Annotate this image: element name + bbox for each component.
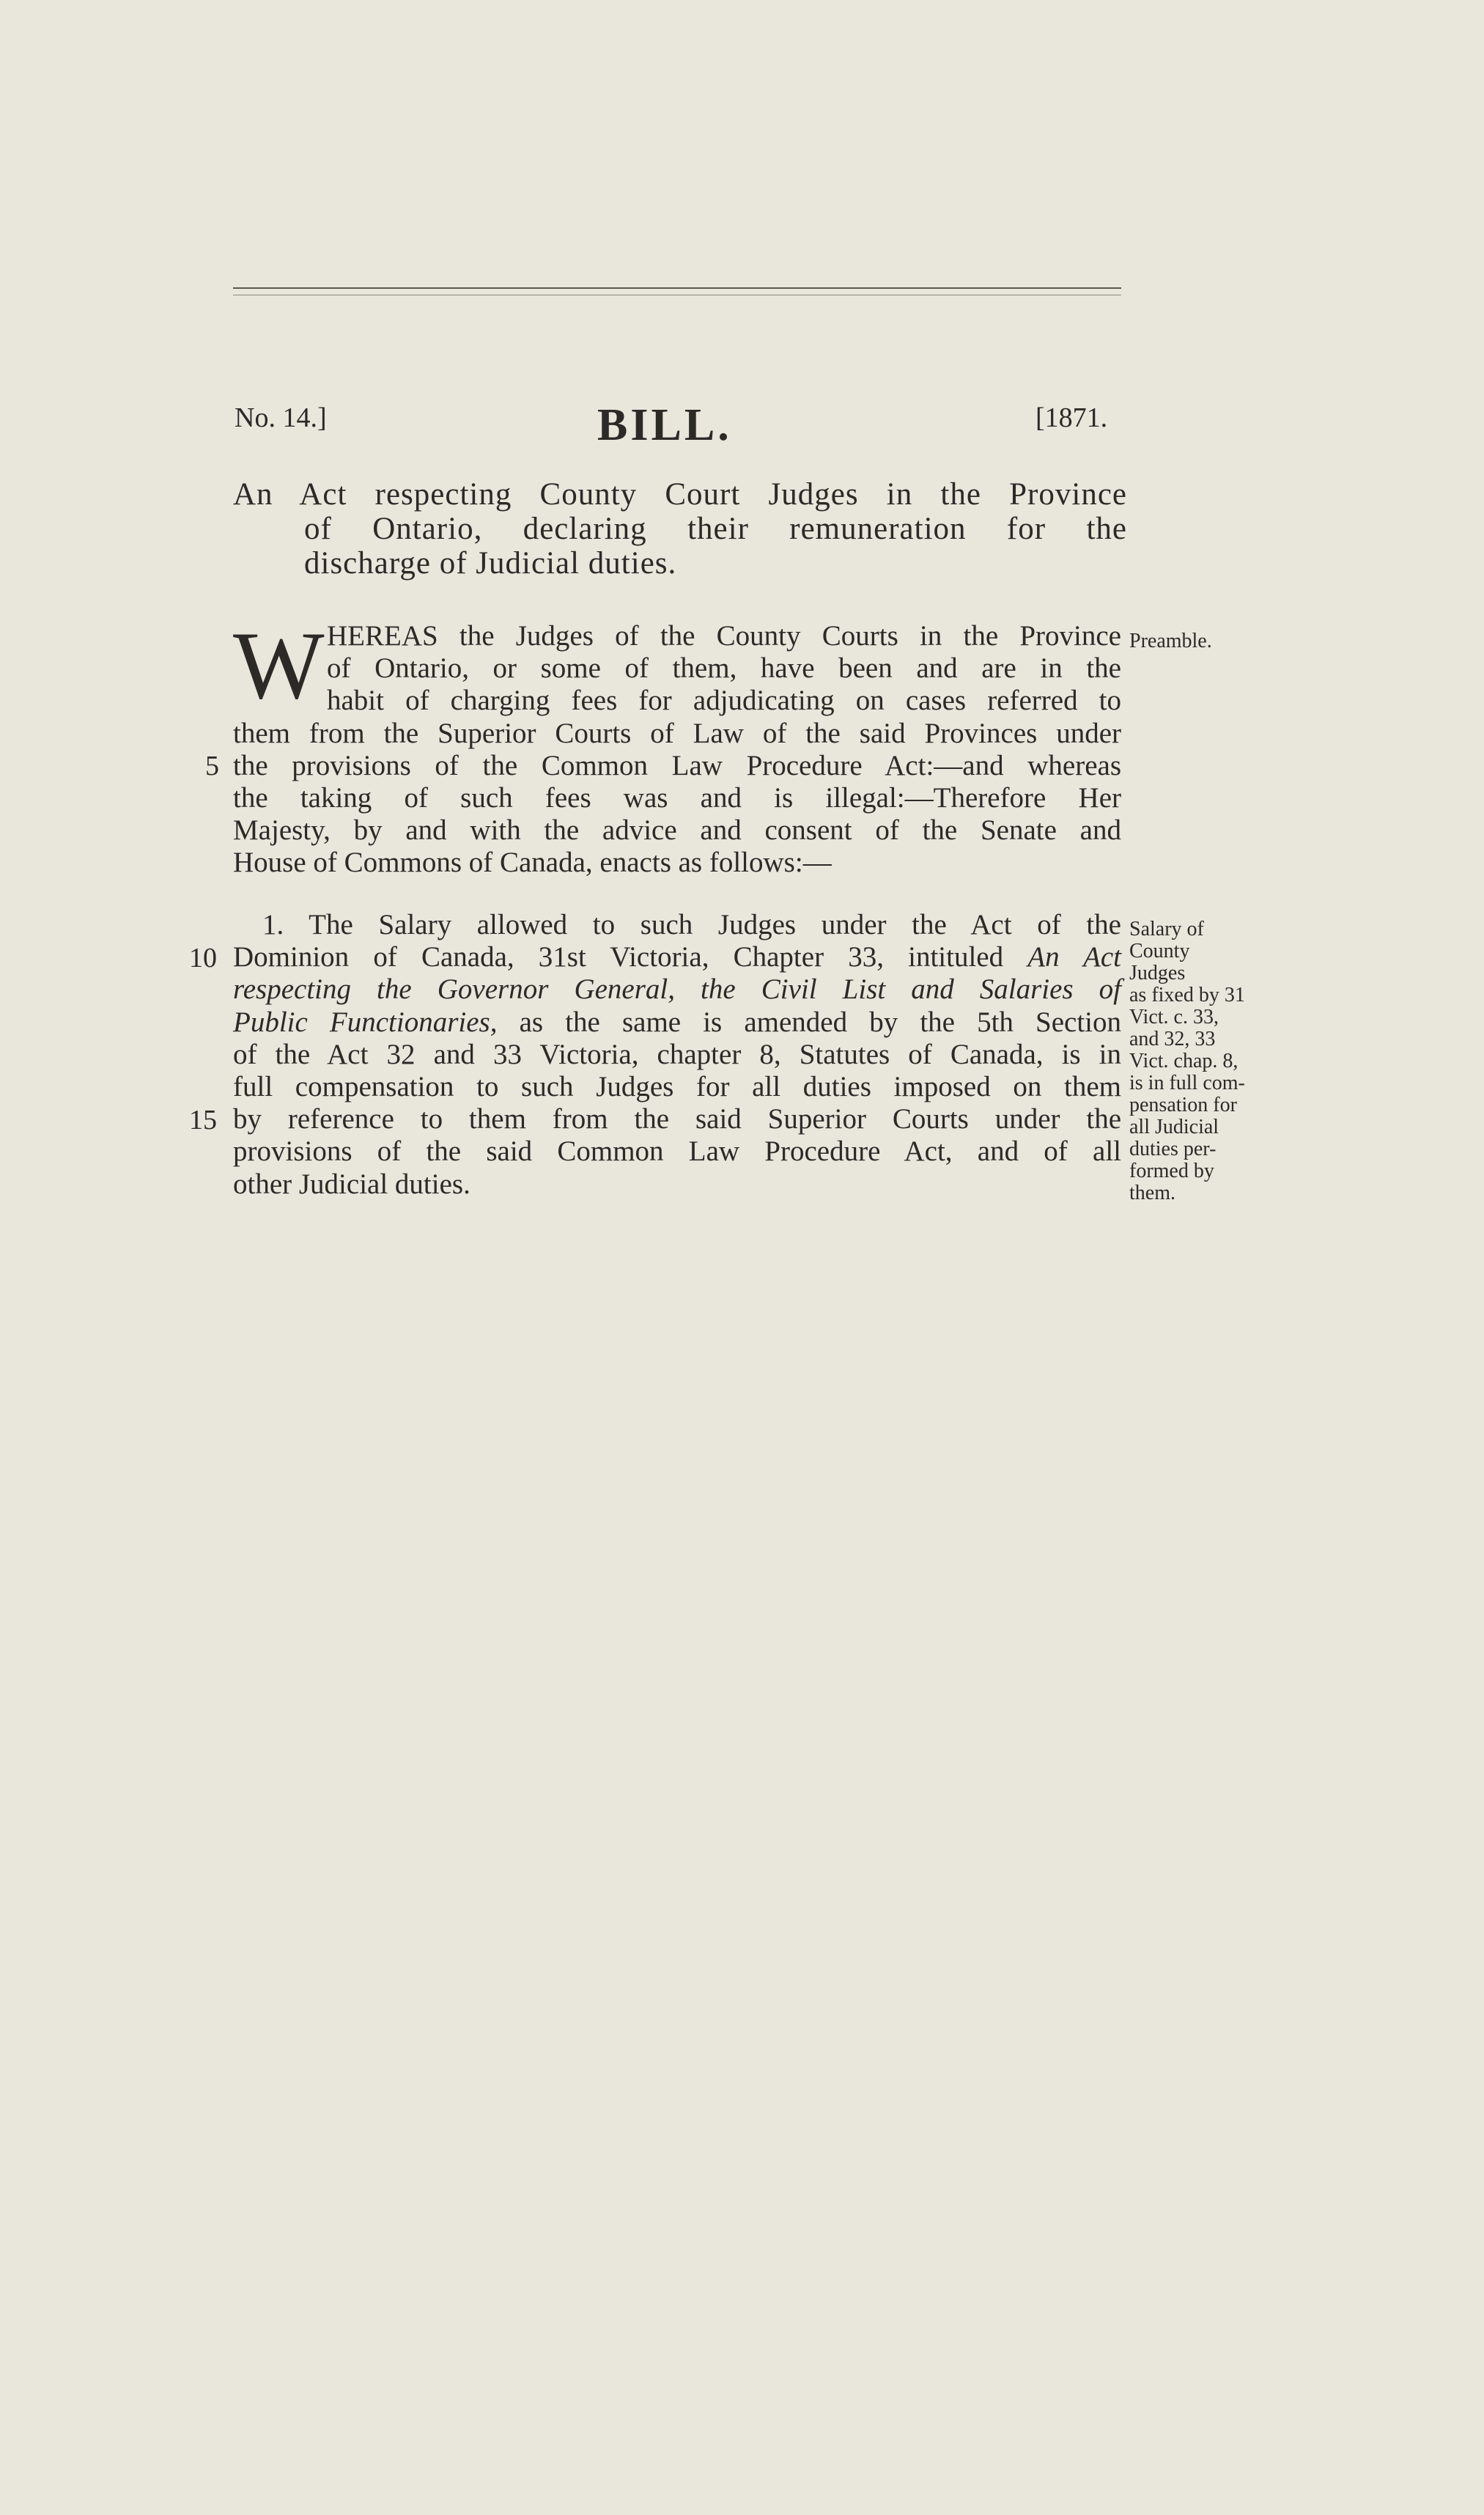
bill-heading: BILL. bbox=[597, 400, 732, 450]
section-1-text bbox=[233, 909, 1121, 1201]
margin-note-line: them. bbox=[1129, 1182, 1175, 1204]
title-line: discharge of Judicial duties. bbox=[304, 546, 677, 581]
preamble-line: them from the Superior Courts of Law of the said Provinces under bbox=[233, 717, 1121, 749]
section-line bbox=[233, 973, 1121, 1006]
section-line: 1. The Salary allowed to such Judges under the Act of the bbox=[262, 909, 1121, 940]
line-number: 10 bbox=[189, 943, 217, 973]
margin-note-line: formed by bbox=[1129, 1160, 1214, 1182]
margin-note-line: is in full com- bbox=[1129, 1072, 1245, 1094]
margin-note-line: all Judicial bbox=[1129, 1116, 1219, 1138]
preamble-text bbox=[233, 611, 1121, 880]
section-line: full compensation to such Judges for all duties imposed on them bbox=[233, 1070, 1121, 1102]
margin-note-line: Vict. chap. 8, bbox=[1129, 1050, 1238, 1072]
margin-note-line: and 32, 33 bbox=[1129, 1028, 1216, 1050]
margin-note-line: Salary of bbox=[1129, 918, 1204, 940]
margin-note-line: duties per- bbox=[1129, 1138, 1217, 1160]
margin-note-line: pensation for bbox=[1129, 1094, 1237, 1116]
top-rule bbox=[233, 287, 1121, 289]
preamble-line: House of Commons of Canada, enacts as follows:— bbox=[233, 847, 832, 879]
drop-cap: W bbox=[233, 611, 325, 719]
preamble-line: habit of charging fees for adjudicating on cases referred to bbox=[327, 685, 1121, 717]
preamble-line: of Ontario, or some of them, have been and are in the bbox=[327, 652, 1121, 685]
line-number: 5 bbox=[205, 751, 219, 781]
bill-title bbox=[233, 477, 1127, 581]
section-line: Public Functionaries, as the same is amended by the 5th Section bbox=[233, 1006, 1122, 1038]
bill-number: No. 14.] bbox=[235, 402, 327, 433]
title-line: An Act respecting County Court Judges in the Province bbox=[233, 477, 1127, 512]
margin-note-line: Vict. c. 33, bbox=[1129, 1006, 1219, 1028]
preamble-line: the taking of such fees was and is illegal:—Therefore Her bbox=[233, 781, 1121, 814]
margin-note-preamble: Preamble. bbox=[1129, 630, 1212, 652]
section-line bbox=[233, 941, 1121, 973]
preamble-line: HEREAS the Judges of the County Courts in the Province bbox=[327, 620, 1121, 652]
line-number: 15 bbox=[189, 1105, 217, 1135]
bill-year: [1871. bbox=[1036, 402, 1108, 433]
section-line: other Judicial duties. bbox=[233, 1168, 470, 1200]
section-line: provisions of the said Common Law Procedure Act, and of all bbox=[233, 1135, 1121, 1168]
section-line-italic: respecting the Governor General, the Civil List and Salaries of bbox=[233, 973, 1121, 1006]
margin-note-salary bbox=[1129, 918, 1283, 1204]
preamble-line: Majesty, by and with the advice and consent of the Senate and bbox=[233, 814, 1121, 847]
section-line-part: Dominion of Canada, 31st Victoria, Chapter 33, intituled An Act bbox=[233, 941, 1121, 973]
preamble-line: the provisions of the Common Law Procedure Act:—and whereas bbox=[233, 749, 1121, 781]
section-line: of the Act 32 and 33 Victoria, chapter 8, Statutes of Canada, is in bbox=[233, 1038, 1121, 1070]
margin-note-line: Judges bbox=[1129, 962, 1186, 984]
section-line: by reference to them from the said Superior Courts under the bbox=[233, 1103, 1121, 1135]
title-line: of Ontario, declaring their remuneration for the bbox=[304, 512, 1127, 546]
margin-note-line: County bbox=[1129, 940, 1190, 962]
margin-note-line: as fixed by 31 bbox=[1129, 984, 1245, 1006]
